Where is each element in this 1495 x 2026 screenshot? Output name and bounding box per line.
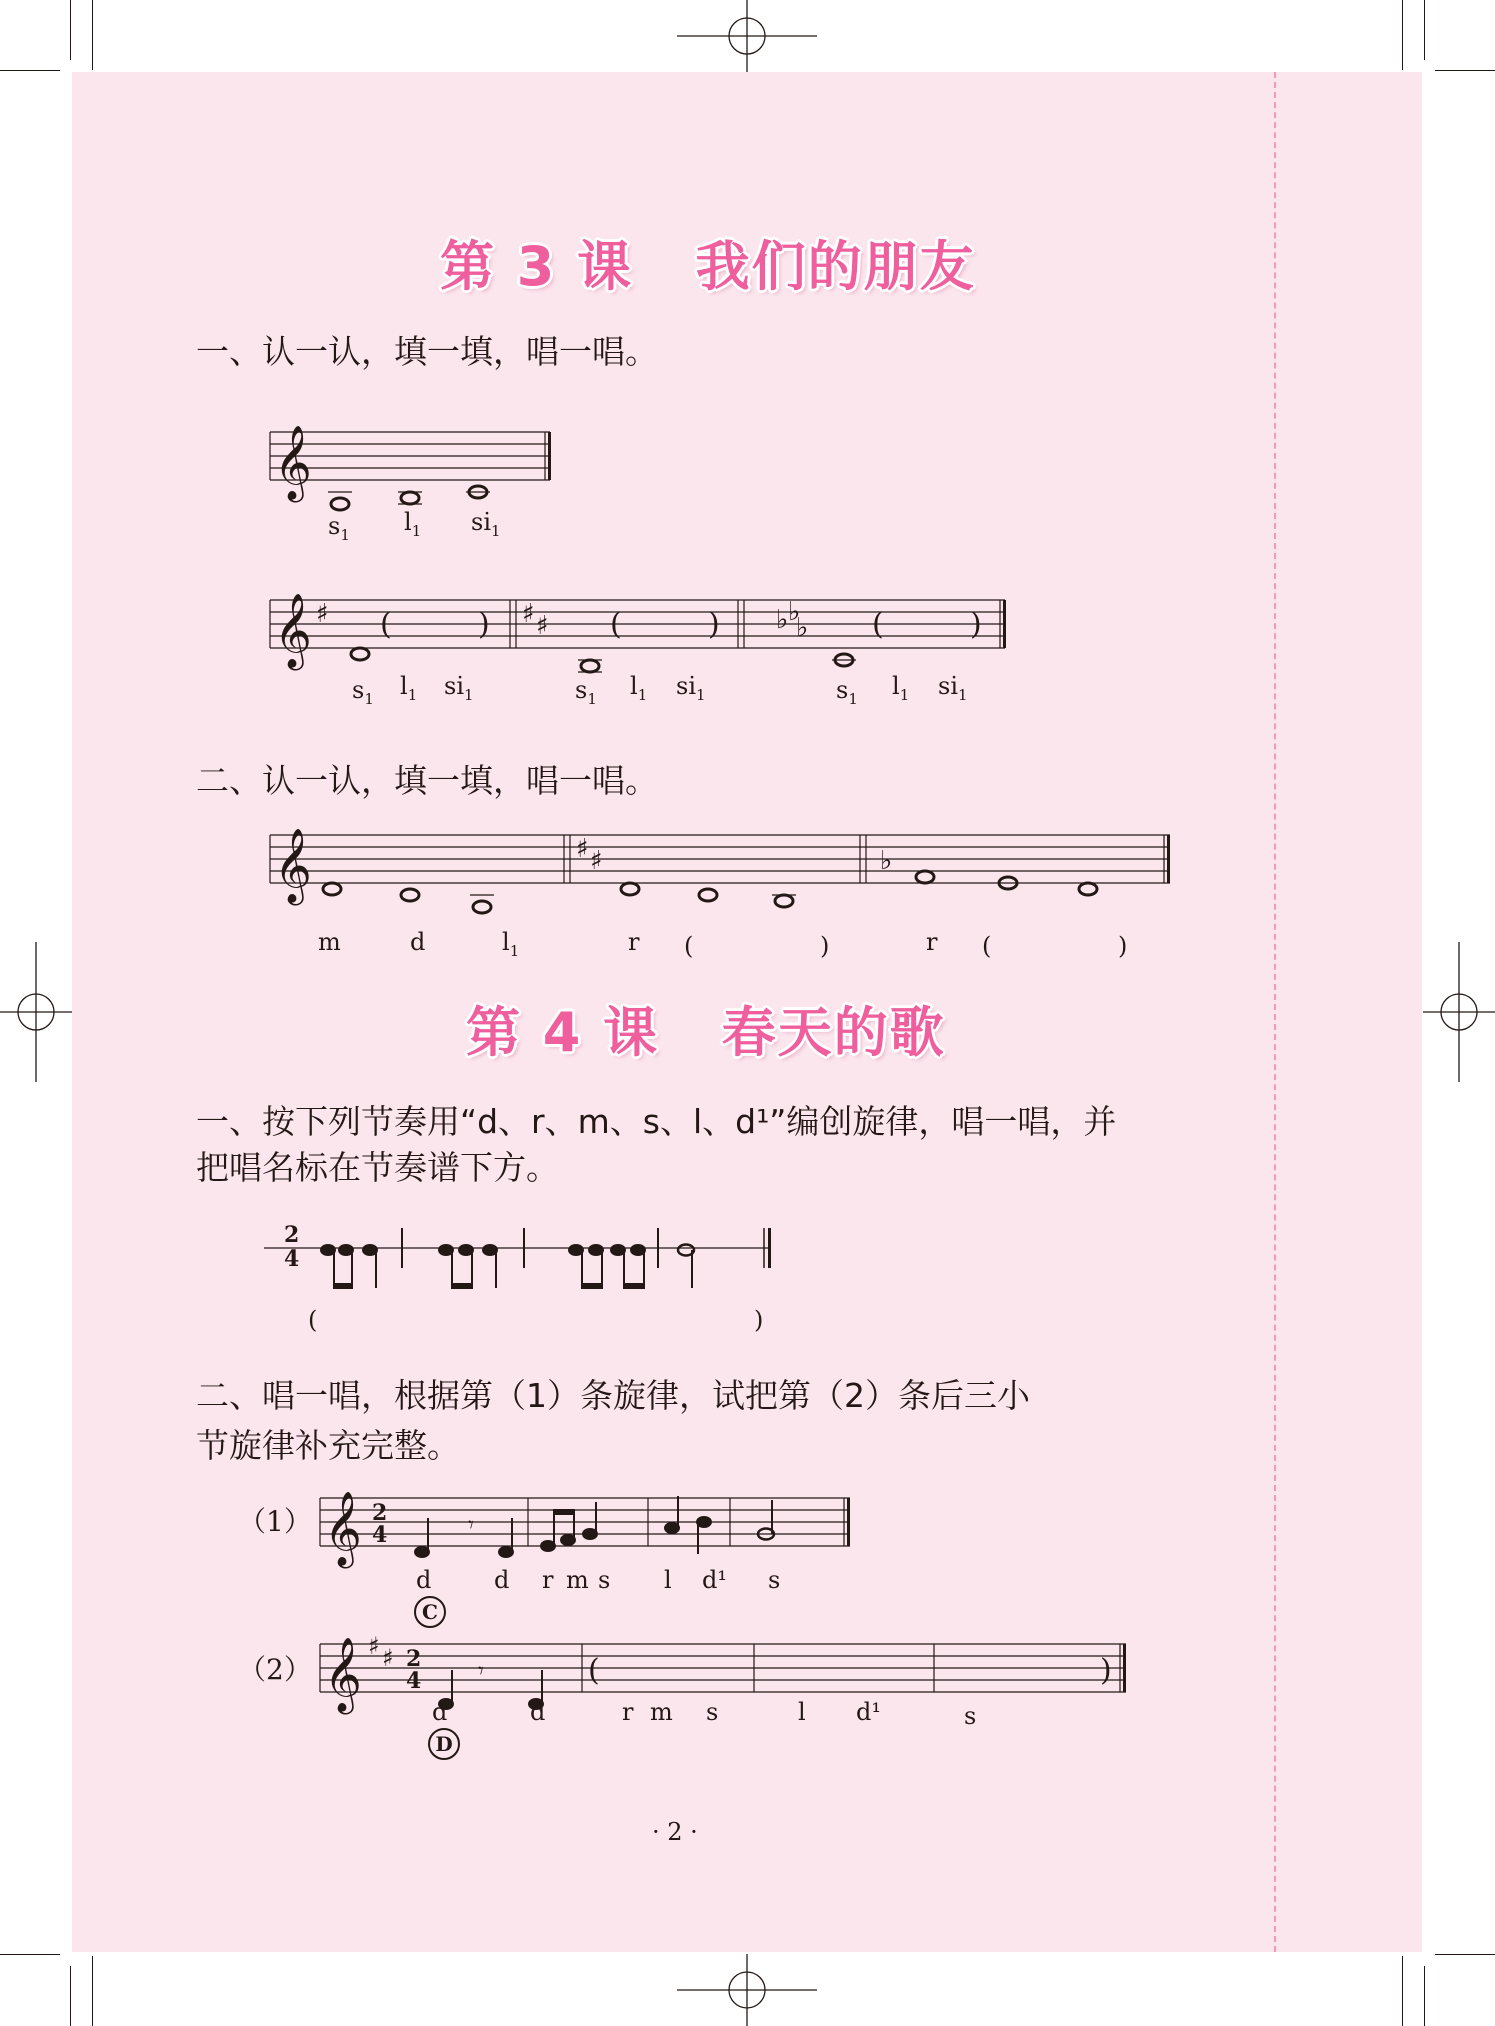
svg-text:2: 2: [406, 1646, 422, 1672]
syllable: $s_1$: [328, 512, 350, 544]
flat-icon: ♭: [776, 605, 789, 635]
melody-2-label: （2）: [238, 1653, 312, 1686]
paren-open: (: [610, 607, 622, 642]
syllable: d: [530, 1698, 546, 1726]
lesson-4-question-2-line-2: 节旋律补充完整。: [196, 1426, 460, 1465]
lesson-4-title: 第 4 课 春天的歌: [466, 1001, 946, 1064]
melody-1-label: （1）: [238, 1505, 312, 1538]
rhythm-paren-close: ): [754, 1306, 764, 1334]
whole-note: [473, 901, 491, 913]
syllable: d¹: [702, 1566, 727, 1594]
lesson-3-title: 第 3 课 我们的朋友: [440, 235, 976, 298]
whole-note: [1079, 883, 1097, 895]
paren-close: ): [1100, 1653, 1112, 1688]
syllable: s: [598, 1566, 611, 1594]
syllable: $si_1$: [471, 508, 501, 540]
svg-text:4: 4: [406, 1668, 422, 1694]
syllable: ): [820, 932, 830, 960]
sharp-icon: ♯: [316, 599, 329, 629]
key-badge-c: C: [414, 1596, 446, 1628]
melody-1-staff: [310, 1478, 870, 1578]
treble-clef-icon: 𝄞: [274, 594, 312, 668]
syllable: s: [964, 1702, 977, 1730]
sharp-icon: ♯: [522, 599, 535, 629]
whole-note: [401, 492, 419, 504]
syllable: d¹: [856, 1698, 881, 1726]
syllable: (: [684, 932, 694, 960]
lesson-3-question-2: 二、认一认，填一填，唱一唱。: [196, 761, 658, 800]
lesson-4-question-1-line-2: 把唱名标在节奏谱下方。: [196, 1148, 559, 1187]
paren-open: (: [588, 1653, 600, 1688]
whole-note: [621, 883, 639, 895]
syllable: s: [768, 1566, 781, 1594]
syllable: (: [982, 932, 992, 960]
staff-3: [260, 815, 1180, 925]
page-number: · 2 ·: [652, 1818, 698, 1846]
whole-note: [699, 889, 717, 901]
syllable: d: [416, 1566, 432, 1594]
key-badge-d: D: [428, 1728, 460, 1760]
whole-note: [401, 889, 419, 901]
rest-icon: 𝄾: [468, 1513, 474, 1538]
syllable: d: [494, 1566, 510, 1594]
paren-close: ): [708, 607, 720, 642]
syllable: d: [432, 1698, 448, 1726]
sharp-icon: ♯: [382, 1644, 394, 1672]
flat-icon: ♭: [880, 846, 893, 876]
syllable: $s_1$: [575, 676, 597, 708]
rhythm-paren-open: (: [308, 1306, 318, 1334]
treble-clef-icon: 𝄞: [324, 1492, 362, 1566]
syllable: $l_1$: [892, 672, 910, 704]
whole-note: [916, 871, 934, 883]
rhythm-line: [260, 1220, 800, 1300]
treble-clef-icon: 𝄞: [274, 829, 312, 903]
whole-note: [331, 498, 349, 510]
syllable: $l_1$: [404, 508, 422, 540]
syllable: $l_1$: [630, 672, 648, 704]
syllable: ): [1118, 932, 1128, 960]
syllable: s: [706, 1698, 719, 1726]
staff-2: [260, 580, 1020, 680]
syllable: $s_1$: [836, 676, 858, 708]
syllable: r: [628, 928, 640, 956]
whole-note: [775, 895, 793, 907]
svg-text:4: 4: [372, 1522, 388, 1548]
paren-open: (: [872, 607, 884, 642]
syllable: m: [318, 928, 341, 956]
syllable: $si_1$: [444, 672, 474, 704]
whole-note: [581, 660, 599, 672]
syllable: d: [410, 928, 426, 956]
syllable: $si_1$: [938, 672, 968, 704]
lesson-4-question-2-line-1: 二、唱一唱，根据第（1）条旋律，试把第（2）条后三小: [196, 1376, 1030, 1415]
syllable: r: [622, 1698, 634, 1726]
syllable: l: [798, 1698, 806, 1726]
flat-icon: ♭: [788, 597, 801, 627]
staff-1: [260, 410, 560, 520]
syllable: r: [926, 928, 938, 956]
syllable: $l_1$: [502, 928, 520, 960]
flat-icon: ♭: [796, 613, 809, 643]
whole-note: [351, 648, 369, 660]
syllable: r: [542, 1566, 554, 1594]
sharp-icon: ♯: [536, 611, 549, 641]
syllable: $s_1$: [352, 676, 374, 708]
syllable: $si_1$: [676, 672, 706, 704]
paren-close: ): [478, 607, 490, 642]
treble-clef-icon: 𝄞: [274, 426, 312, 500]
sharp-icon: ♯: [576, 834, 589, 864]
lesson-4-question-1-line-1: 一、按下列节奏用“d、r、m、s、l、d¹”编创旋律，唱一唱，并: [196, 1102, 1117, 1141]
lesson-3-question-1: 一、认一认，填一填，唱一唱。: [196, 332, 658, 371]
svg-text:4: 4: [284, 1246, 300, 1272]
syllable: m: [566, 1566, 589, 1594]
treble-clef-icon: 𝄞: [324, 1638, 362, 1712]
sharp-icon: ♯: [590, 846, 603, 876]
rest-icon: 𝄾: [478, 1659, 484, 1684]
syllable: l: [664, 1566, 672, 1594]
paren-open: (: [380, 607, 392, 642]
paren-close: ): [970, 607, 982, 642]
svg-text:2: 2: [284, 1222, 300, 1248]
syllable: m: [650, 1698, 673, 1726]
whole-note: [323, 883, 341, 895]
syllable: $l_1$: [400, 672, 418, 704]
sharp-icon: ♯: [368, 1632, 380, 1660]
svg-text:2: 2: [372, 1500, 388, 1526]
